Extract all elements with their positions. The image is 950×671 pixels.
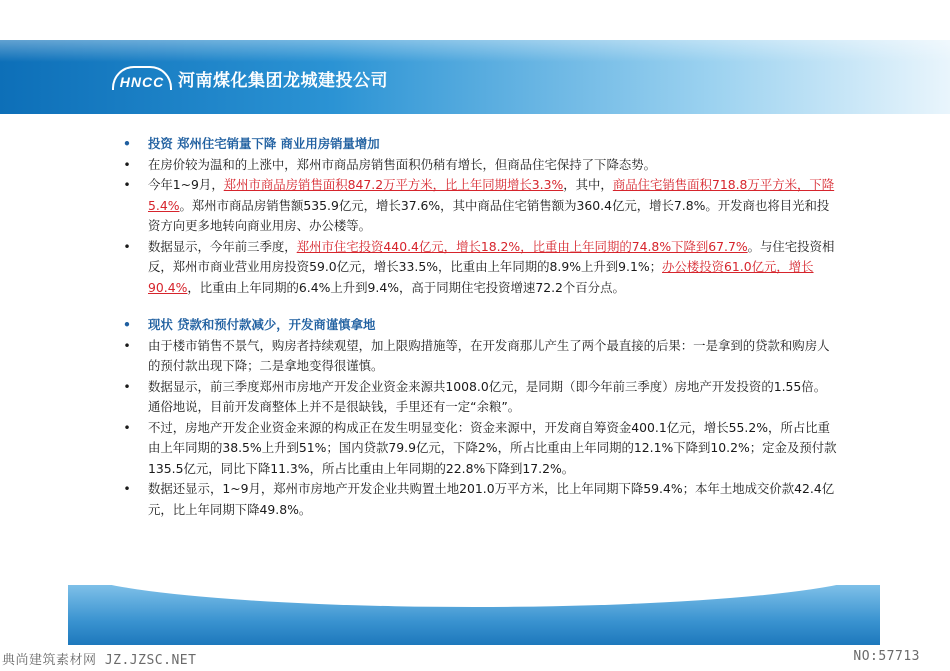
paragraph-text: 数据显示，今年前三季度， — [148, 238, 297, 254]
paragraph-text: 由于楼市销售不景气，购房者持续观望，加上限购措施等，在开发商那儿产生了两个最直接的后果：一是拿到的贷款和购房人的预付款出现下降；二是拿地变得很谨慎。 — [148, 337, 830, 373]
section-heading — [122, 315, 837, 336]
bullet-paragraph — [122, 336, 837, 377]
highlighted-text: 郑州市住宅投资440.4亿元，增长18.2%，比重由上年同期的74.8%下降到67.7% — [296, 238, 748, 254]
watermark-number: NO:57713 — [853, 649, 920, 664]
highlighted-text: 办公楼投资61.0亿元，增长90.4% — [148, 259, 814, 295]
watermark-strip — [0, 645, 950, 671]
bullet-icon: • — [123, 238, 131, 254]
company-name: 河南煤化集团龙城建投公司 — [178, 70, 388, 91]
paragraph-text: 数据还显示，1~9月，郑州市房地产开发企业共购置土地201.0万平方米，比上年同期下降59.4%；本年土地成交价款42.4亿元，比上年同期下降49.8%。 — [148, 481, 835, 517]
paragraph-text: 在房价较为温和的上涨中，郑州市商品房销售面积仍稍有增长，但商品住宅保持了下降态势。 — [148, 156, 657, 172]
section-heading — [122, 134, 837, 155]
highlighted-text: 商品住宅销售面积718.8万平方米，下降5.4% — [148, 177, 835, 213]
bullet-paragraph — [122, 479, 837, 520]
footer-wave-decoration — [68, 585, 880, 645]
paragraph-text: 。与住宅投资相反，郑州市商业营业用房投资59.0亿元，增长33.5%，比重由上年同期的8.9%上升到9.1%； — [148, 238, 835, 274]
bullet-icon: • — [123, 337, 131, 353]
header-sheen — [0, 40, 950, 62]
paragraph-text: 不过，房地产开发企业资金来源的构成正在发生明显变化：资金来源中，开发商自筹资金400.1亿元，增长55.2%，所占比重由上年同期的38.5%上升到51%；国内贷款79.9亿元，下降2%，所占比重由上年同期的12.1%下降到10.2%；定金及预付款135.5亿元，同比下降11.3%，所占比重由上年同期的22.8%下降到17.2%。 — [148, 419, 837, 476]
logo-text: HNCC — [119, 74, 165, 90]
bullet-icon: • — [123, 136, 131, 151]
bullet-paragraph — [122, 377, 837, 418]
watermark-site: 典尚建筑素材网 JZ.JZSC.NET — [2, 653, 197, 668]
bullet-paragraph — [122, 155, 837, 176]
company-logo — [112, 65, 388, 91]
paragraph-text: 。郑州市商品房销售额535.9亿元，增长37.6%，其中商品住宅销售额为360.4亿元，增长7.8%。开发商也将目光和投资方向更多地转向商业用房、办公楼等。 — [148, 197, 830, 233]
section-heading-text: 现状 贷款和预付款减少，开发商谨慎拿地 — [148, 317, 376, 332]
paragraph-text: ，比重由上年同期的6.4%上升到9.4%，高于同期住宅投资增速72.2个百分点。 — [187, 279, 625, 295]
slide-content — [122, 134, 837, 520]
bullet-icon: • — [123, 481, 131, 496]
paragraph-text: 数据显示，前三季度郑州市房地产开发企业资金来源共1008.0亿元，是同期（即今年前三季度）房地产开发投资的1.55倍。通俗地说，目前开发商整体上并不是很缺钱，手里还有一定“余粮”。 — [148, 378, 827, 414]
section-gap — [122, 298, 837, 315]
bullet-icon: • — [123, 378, 131, 394]
section-heading-text: 投资 郑州住宅销量下降 商业用房销量增加 — [148, 136, 380, 151]
bullet-paragraph — [122, 418, 837, 480]
bullet-paragraph — [122, 175, 837, 237]
footer-wave-curve — [68, 567, 880, 607]
bullet-icon: • — [123, 317, 131, 332]
highlighted-text: 郑州市商品房销售面积847.2万平方米，比上年同期增长3.3% — [223, 177, 564, 192]
logo-mark-icon — [112, 66, 172, 90]
paragraph-text: 今年1~9月， — [148, 177, 224, 192]
bullet-icon: • — [123, 419, 131, 435]
bullet-icon: • — [123, 177, 131, 192]
paragraph-text: ，其中， — [563, 177, 613, 192]
bullet-icon: • — [123, 156, 131, 172]
bullet-paragraph — [122, 237, 837, 299]
